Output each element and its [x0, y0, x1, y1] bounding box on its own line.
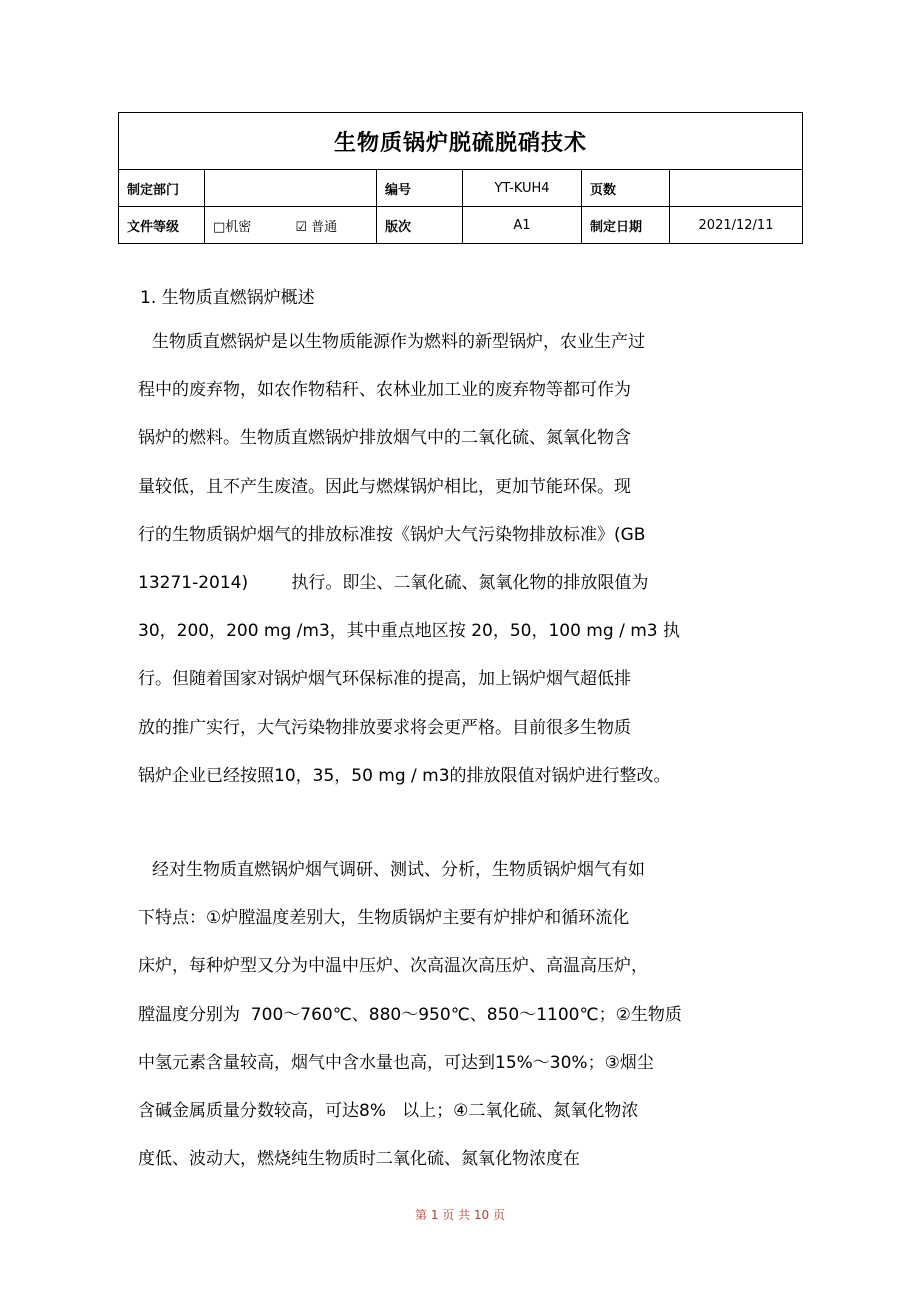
- version-value: A1: [463, 207, 582, 244]
- option-secret-label: 机密: [225, 219, 252, 235]
- text-line: 行的生物质锅炉烟气的排放标准按《锅炉大气污染物排放标准》(GB: [138, 524, 646, 545]
- option-normal-label: 普通: [311, 219, 338, 235]
- option-secret: [213, 216, 251, 235]
- level-options: [205, 207, 377, 244]
- option-normal: [295, 216, 337, 235]
- text-line: 锅炉企业已经按照10，35，50 mg / m3的排放限值对锅炉进行整改。: [138, 765, 671, 786]
- document-header-table: [118, 112, 803, 244]
- text-line: 程中的废弃物，如农作物秸秆、农林业加工业的废弃物等都可作为: [138, 380, 631, 401]
- text-line: 床炉，每种炉型又分为中温中压炉、次高温次高压炉、高温高压炉，: [138, 956, 648, 977]
- dept-value: [205, 170, 377, 207]
- text-line: 锅炉的燃料。生物质直燃锅炉排放烟气中的二氧化硫、氮氧化物含: [138, 428, 631, 449]
- text-line: 30，200，200 mg /m3，其中重点地区按 20，50，100 mg / m3 执: [138, 621, 680, 642]
- text-line: 含碱金属质量分数较高，可达8% 以上；④二氧化硫、氮氧化物浓: [138, 1101, 639, 1122]
- text-line: 13271-2014) 执行。即尘、二氧化硫、氮氧化物的排放限值为: [138, 573, 649, 594]
- date-label: 制定日期: [582, 207, 670, 244]
- paragraph-features: [138, 846, 803, 1183]
- date-value: 2021/12/11: [670, 207, 803, 244]
- text-line: 放的推广实行，大气污染物排放要求将会更严格。目前很多生物质: [138, 717, 631, 738]
- version-label: 版次: [377, 207, 463, 244]
- pages-value: [670, 170, 803, 207]
- pages-label: 页数: [582, 170, 670, 207]
- text-line: 膛温度分别为 700～760℃、880～950℃、850～1100℃；②生物质: [138, 1004, 682, 1025]
- paragraph-overview: [138, 318, 803, 800]
- dept-label: 制定部门: [119, 170, 205, 207]
- text-line: 经对生物质直燃锅炉烟气调研、测试、分析，生物质锅炉烟气有如: [152, 860, 645, 880]
- text-line: 下特点：①炉膛温度差别大，生物质锅炉主要有炉排炉和循环流化: [138, 908, 630, 929]
- text-line: 中氢元素含量较高，烟气中含水量也高，可达到15%～30%；③烟尘: [138, 1052, 654, 1073]
- text-line: 量较低，且不产生废渣。因此与燃煤锅炉相比，更加节能环保。现: [138, 476, 631, 497]
- text-line: 度低、波动大，燃烧纯生物质时二氧化硫、氮氧化物浓度在: [138, 1149, 580, 1170]
- code-label: 编号: [377, 170, 463, 207]
- code-value: YT-KUH4: [463, 170, 582, 207]
- checked-box-icon: ☑: [295, 219, 307, 235]
- unchecked-box-icon: □: [213, 219, 226, 235]
- page-footer: 第 1 页 共 10 页: [415, 1208, 505, 1222]
- level-label: 文件等级: [119, 207, 205, 244]
- text-line: 生物质直燃锅炉是以生物质能源作为燃料的新型锅炉，农业生产过: [152, 332, 645, 352]
- section-heading: 1. 生物质直燃锅炉概述: [140, 288, 315, 308]
- document-title: 生物质锅炉脱硫脱硝技术: [119, 113, 803, 170]
- text-line: 行。但随着国家对锅炉烟气环保标准的提高，加上锅炉烟气超低排: [138, 669, 631, 690]
